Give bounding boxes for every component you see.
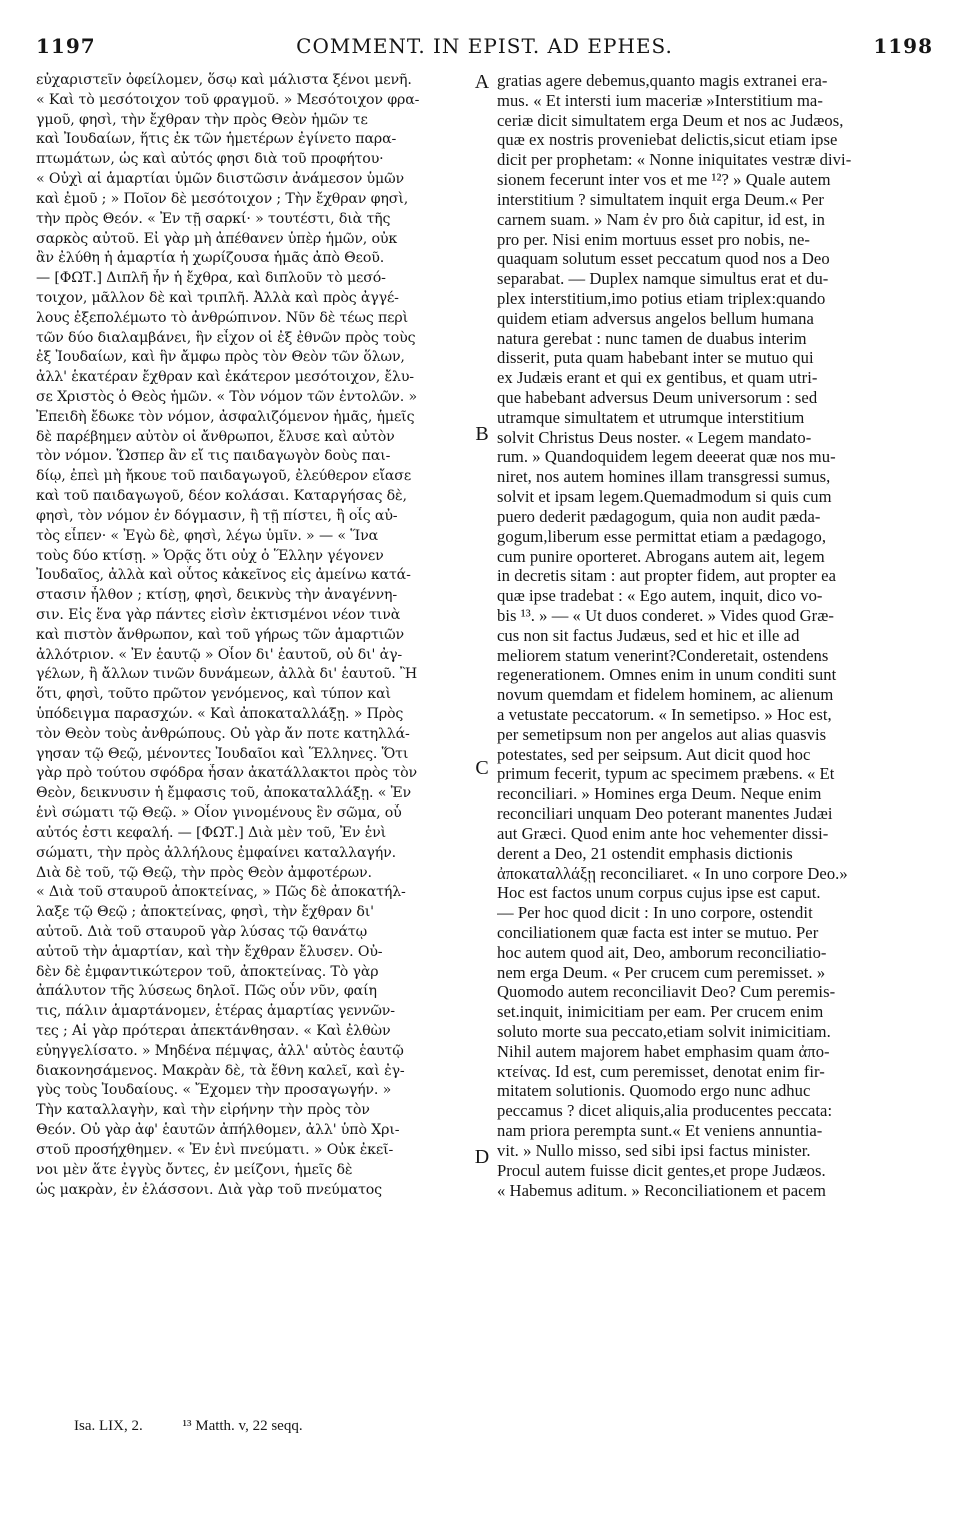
- latin-text-line: Hoc est factos unum corpus cujus ipse est caput.: [497, 883, 821, 903]
- section-marker-c: C: [475, 757, 489, 779]
- latin-text-line: natura gerebat : nunc tamen de duabus interim: [497, 328, 807, 348]
- latin-text-line: aut Græci. Quod enim ante hoc vehementer dissi-: [497, 823, 829, 843]
- greek-text-line: σε Χριστὸς ὁ Θεὸς ἡμῶν. « Τὸν νόμον τῶν ἐντολῶν. »: [36, 389, 418, 405]
- greek-text-line: γμοῦ, φησὶ, τὴν ἔχθραν τὴν πρὸς Θεὸν ἡμῶν τε: [36, 111, 368, 128]
- latin-text-line: niret, nos autem homines illam transgressi sumus,: [497, 467, 831, 487]
- greek-text-line: « Καὶ τὸ μεσότοιχον τοῦ φραγμοῦ. » Μεσότοιχον φρα-: [36, 91, 420, 108]
- greek-text-line: Θεόν. Οὐ γὰρ ἀφ' ἑαυτῶν ἀπήλθομεν, ἀλλ' ὑπὸ Χρι-: [36, 1122, 400, 1139]
- latin-text-line: set.inquit, inimicitiam per eam. Per crucem enim: [497, 1002, 824, 1022]
- section-marker-d: D: [474, 1146, 490, 1168]
- greek-text-line: αὐτός ἐστι κεφαλή. — [ΦΩΤ.] Διὰ μὲν τοῦ, Ἐν ἑνὶ: [36, 824, 387, 841]
- latin-text-column: [497, 71, 934, 1200]
- latin-text-line: que habebant adversus Deum universorum : sed: [497, 388, 818, 407]
- latin-text-line: per semetipsum non per angelos aut alias quasvis: [497, 724, 827, 744]
- latin-text-line: interstitium ? simultatem inquit erga Deum.« Per: [497, 189, 824, 209]
- latin-text-line: vit. » Nullo misso, sed sibi ipsi factus minister.: [497, 1140, 811, 1160]
- latin-text-line: gogum,liberum esse permittat etiam a pædagogo,: [497, 526, 827, 546]
- greek-text-line: δίῳ, ἐπεὶ μὴ ἤκουε τοῦ παιδαγωγοῦ, ἐλεύθερον εἴασε: [36, 468, 412, 485]
- latin-text-line: conciliationem quæ facta est inter se mutuo. Per: [497, 922, 819, 942]
- section-marker-a: A: [474, 71, 490, 93]
- greek-text-line: λους ἐξεπολέμωτο τὸ ἀνθρώπινον. Νῦν δὲ τέως περὶ: [36, 309, 408, 326]
- greek-text-line: ἂν ἐλύθη ἡ ἁμαρτία ἡ χωρίζουσα ἡμᾶς ἀπὸ Θεοῦ.: [36, 250, 385, 267]
- greek-text-line: Ἐπειδὴ ἔδωκε τὸν νόμον, ἀσφαλιζόμενον ἡμᾶς, ἡμεῖς: [36, 408, 415, 425]
- latin-text-line: cum punire oporteret. Abrogans autem ait, legem: [497, 546, 825, 566]
- latin-text-line: Nihil autem majorem habet emphasim quam ἀπο-: [497, 1041, 830, 1061]
- latin-text-line: mus. « Et intersti ium maceriæ »Interstitium ma-: [497, 90, 823, 110]
- latin-text-line: « Habemus aditum. » Reconciliationem et pacem: [497, 1180, 826, 1200]
- greek-text-line: « Οὐχὶ αἱ ἁμαρτίαι ὑμῶν διιστῶσιν ἀνάμεσον ὑμῶν: [36, 171, 404, 188]
- greek-text-line: ἑνὶ σώματι τῷ Θεῷ. » Οἷον γινομένους ἓν σῶμα, οὗ: [36, 805, 402, 822]
- latin-text-line: solvit Christus Deus noster. « Legem mandato-: [497, 427, 812, 447]
- latin-text-line: in decretis sitam : aut propter fidem, aut propter ea: [497, 566, 837, 586]
- latin-text-line: cus non sit factus Judæus, sed et hic et ille ad: [497, 625, 800, 645]
- latin-text-line: plex interstitium,imo potius etiam triplex:quando: [497, 288, 826, 308]
- greek-text-line: ἀλλ' ἑκατέραν ἔχθραν καὶ ἑκάτερον μεσότοιχον, ἔλυ-: [36, 369, 414, 386]
- latin-text-line: Quomodo autem reconciliavit Deo? Cum peremis-: [497, 982, 836, 1002]
- latin-text-line: Procul autem fuisse dicit gentes,et prope Judæos.: [497, 1160, 826, 1180]
- latin-text-line: utramque simultatem et utrumque interstitium: [497, 407, 805, 427]
- page-number-left: 1197: [36, 34, 96, 58]
- greek-text-line: τοὺς δύο κτίσῃ. » Ὁρᾷς ὅτι οὐχ ὁ Ἕλλην γέγονεν: [36, 547, 384, 564]
- greek-text-line: σώματι, τὴν πρὸς ἀλλήλους ἐμφαίνει καταλλαγήν.: [36, 844, 396, 861]
- greek-text-line: τὸς εἶπεν· « Ἐγὼ δὲ, φησὶ, λέγω ὑμῖν. » — « Ἵνα: [36, 527, 378, 544]
- greek-text-line: τῶν δύο διαλαμβάνει, ἣν εἶχον οἱ ἐξ ἐθνῶν πρὸς τοὺς: [36, 329, 416, 346]
- greek-text-line: καὶ πιστὸν ἄνθρωπον, καὶ τοῦ γήρως τῶν ἁμαρτιῶν: [36, 626, 405, 643]
- greek-text-line: καὶ ἐμοῦ ; » Ποῖον δὲ μεσότοιχον ; Τὴν ἔχθραν φησὶ,: [36, 190, 409, 207]
- greek-text-line: ἀλλότριον. « Ἐν ἑαυτῷ » Οἷον δι' ἑαυτοῦ, οὐ δι' ἀγ-: [36, 646, 403, 663]
- greek-text-line: Διὰ δὲ τοῦ, τῷ Θεῷ, τὴν πρὸς Θεὸν ἀμφοτέρων.: [36, 864, 372, 881]
- footnote-matthew: ¹³ Matth. v, 22 seqq.: [182, 1418, 303, 1434]
- latin-text-line: regenerationem. Omnes enim in unum conditi sunt: [497, 665, 837, 685]
- latin-text-line: quæ ipse tradebat : « Ego autem, inquit, dico vo-: [497, 586, 823, 606]
- latin-text-line: nem erga Deum. « Per crucem cum peremisset. »: [497, 962, 826, 982]
- latin-text-line: primum fecerit, typum ac specimem præbens. « Et: [497, 764, 835, 784]
- latin-text-line: ceriæ dicit simultatem erga Deum et nos ac Judæos,: [497, 110, 844, 130]
- greek-text-line: ὅτι, φησὶ, τοῦτο πρῶτον γενόμενος, καὶ τύπον καὶ: [36, 686, 391, 703]
- greek-text-column: [36, 71, 486, 1200]
- greek-text-line: φησὶ, τὸν νόμον ἐν δόγμασιν, ἢ τῇ πίστει, ἢ οἷς αὐ-: [36, 507, 398, 524]
- greek-text-line: αὐτοῦ τὴν ἁμαρτίαν, καὶ τὴν ἔχθραν ἔλυσεν. Οὐ-: [36, 943, 383, 960]
- greek-text-line: τις, πάλιν ἁμαρτάνομεν, ἑτέρας ἁμαρτίας γεννῶν-: [36, 1003, 395, 1020]
- latin-text-line: ex Judæis erant et qui ex gentibus, et quam utri-: [497, 368, 818, 388]
- greek-text-line: τὸν νόμον. Ὥσπερ ἂν εἴ τις παιδαγωγὸν δοὺς παι-: [36, 448, 391, 465]
- greek-text-line: — [ΦΩΤ.] Διπλῆ ἦν ἡ ἔχθρα, καὶ διπλοῦν τὸ μεσό-: [36, 270, 386, 287]
- latin-text-line: a vetustate peccatorum. « In semetipso. » Hoc est,: [497, 705, 832, 724]
- footnotes: [74, 1418, 339, 1435]
- latin-text-line: puero dederit pædagogum, quia non audit pæda-: [497, 506, 821, 526]
- page-number-right: 1198: [873, 34, 933, 58]
- latin-text-line: dicit per prophetam: « Nonne iniquitates vestræ divi-: [497, 150, 852, 170]
- latin-text-line: derent a Deo, 21 ostendit emphasis dictionis: [497, 843, 793, 863]
- latin-text-line: quæ ex nostris proveniebat delictis,sicut etiam ipse: [497, 130, 838, 150]
- latin-text-line: reconciliari. » Homines erga Deum. Neque enim: [497, 784, 822, 804]
- greek-text-line: Τὴν καταλλαγὴν, καὶ τὴν εἰρήνην τὴν πρὸς τὸν: [36, 1102, 370, 1119]
- greek-text-line: αὐτοῦ. Διὰ τοῦ σταυροῦ γὰρ λύσας τῷ θανάτῳ: [36, 923, 368, 940]
- greek-text-line: ὑπόδειγμα παρασχών. « Καὶ ἀποκαταλλάξῃ. » Πρὸς: [36, 706, 404, 722]
- running-header: [36, 34, 933, 64]
- latin-text-line: potestates, sed per seipsum. Aut dicit quod hoc: [497, 744, 811, 764]
- latin-text-line: quaquam solutum esset peccatum quod nos a Deo: [497, 249, 830, 269]
- greek-text-line: « Διὰ τοῦ σταυροῦ ἀποκτείνας, » Πῶς δὲ ἀποκατήλ-: [36, 884, 406, 901]
- greek-text-line: Θεὸν, δεικνυσιν ἡ ἔμφασις τοῦ, ἀποκαταλλάξῃ. « Ἐν: [36, 785, 412, 802]
- latin-text-line: carnem suam. » Nam ἐν pro διὰ capitur, id est, in: [497, 209, 826, 229]
- latin-text-line: peccamus ? dicet aliquis,alia producentes peccata:: [497, 1101, 833, 1121]
- latin-text-line: nam priora perempta sunt.« Et veniens annuntia-: [497, 1121, 823, 1141]
- greek-text-line: εὐηγγελίσατο. » Μηδένα πέμψας, ἀλλ' αὐτὸς ἑαυτῷ: [36, 1042, 404, 1059]
- footnote-isaiah: Isa. LIX, 2.: [74, 1418, 143, 1434]
- latin-text-line: novum quemdam et fidelem hominem, ac alienum: [497, 685, 834, 705]
- greek-text-line: σιν. Εἰς ἕνα γὰρ πάντες εἰσὶν ἐκτισμένοι νέον τινὰ: [36, 606, 401, 623]
- latin-text-line: pro per. Nisi enim mortuus esset pro nobis, ne-: [497, 229, 810, 249]
- greek-text-line: λαξε τῷ Θεῷ ; ἀποκτείνας, φησὶ, τὴν ἔχθραν δι': [36, 904, 374, 921]
- greek-text-line: στασιν ἦλθον ; κτίσῃ, φησὶ, δεικνὺς τὴν ἀναγέννη-: [36, 587, 397, 604]
- greek-text-line: τες ; Αἱ γὰρ πρότεραι ἀπεκτάνθησαν. « Καὶ ἐλθὼν: [36, 1023, 391, 1039]
- greek-text-line: σαρκὸς αὐτοῦ. Εἰ γὰρ μὴ ἀπέθανεν ὑπὲρ ἡμῶν, οὐκ: [36, 230, 398, 247]
- latin-text-line: gratias agere debemus,quanto magis extranei era-: [497, 71, 828, 90]
- latin-text-line: reconciliari unquam Deo poterant manentes Judæi: [497, 804, 833, 824]
- greek-text-line: καὶ τοῦ παιδαγωγοῦ, δέον κολάσαι. Καταργήσας δὲ,: [36, 488, 407, 505]
- latin-text-line: — Per hoc quod dicit : In uno corpore, ostendit: [497, 903, 813, 923]
- greek-text-line: ὡς μακρὰν, ἐν ἐλάσσονι. Διὰ γὰρ τοῦ πνεύματος: [36, 1181, 382, 1198]
- greek-text-line: νοι μὲν ἅτε ἐγγὺς ὄντες, ἐν μείζονι, ἡμεῖς δὲ: [36, 1161, 353, 1178]
- latin-text-line: separabat. — Duplex namque simultus erat et du-: [497, 269, 829, 289]
- greek-text-line: τοιχον, μᾶλλον δὲ καὶ τριπλῆ. Ἀλλὰ καὶ πρὸς ἀγγέ-: [36, 289, 399, 306]
- greek-text-line: ἐξ Ἰουδαίων, καὶ ἣν ἄμφω πρὸς τὸν Θεὸν τῶν ὅλων,: [36, 349, 405, 366]
- latin-text-line: solvit et ipsam legem.Quemadmodum si quis cum: [497, 487, 832, 507]
- greek-text-line: πτωμάτων, ὡς καὶ αὐτός φησι διὰ τοῦ προφήτου·: [36, 151, 384, 168]
- greek-text-line: εὐχαριστεῖν ὀφείλομεν, ὅσῳ καὶ μάλιστα ξένοι μενῆ.: [36, 72, 412, 88]
- latin-text-line: κτείνας. Id est, cum peremisset, denotat enim fir-: [497, 1061, 825, 1081]
- greek-text-line: καὶ Ἰουδαίων, ἥτις ἐκ τῶν ἡμετέρων ἐγίνετο παρα-: [36, 131, 397, 148]
- greek-text-line: δὲν δὲ ἐμφαντικώτερον τοῦ, ἀποκτείνας. Τὸ γὰρ: [36, 963, 379, 980]
- latin-text-line: mitatem solutionis. Quomodo ergo nunc adhuc: [497, 1081, 811, 1101]
- greek-text-line: ἀπάλυτον τῆς λύσεως δηλοῖ. Πῶς οὖν νῦν, φαίη: [36, 983, 377, 1000]
- latin-text-line: disserit, puta quam habebant inter se mutuo qui: [497, 348, 814, 368]
- greek-text-line: γησαν τῷ Θεῷ, μένοντες Ἰουδαῖοι καὶ Ἕλληνες. Ὅτι: [36, 745, 409, 762]
- greek-text-line: στοῦ προσήχθημεν. « Ἐν ἑνὶ πνεύματι. » Οὐκ ἐκεῖ-: [36, 1141, 394, 1158]
- latin-text-line: ἀποκαταλλάξῃ reconciliaret. « In uno corpore Deo.»: [497, 863, 848, 883]
- latin-text-line: sionem fecerunt inter vos et me ¹²? » Quale autem: [497, 170, 831, 190]
- latin-text-line: hoc autem quod ait, Deo, amborum reconciliatio-: [497, 942, 827, 962]
- latin-text-line: meliorem statum venerint?Conderetait, ostendens: [497, 645, 829, 665]
- greek-text-line: διακονησάμενος. Μακρὰν δὲ, τὰ ἔθνη καλεῖ, καὶ ἐγ-: [36, 1062, 405, 1079]
- greek-text-line: τὴν πρὸς Θεόν. « Ἐν τῇ σαρκί· » τουτέστι, διὰ τῆς: [36, 210, 391, 227]
- greek-text-line: δὲ παρέβημεν αὐτὸν οἱ ἄνθρωποι, ἔλυσε καὶ αὐτὸν: [36, 428, 395, 445]
- latin-text-line: quidem etiam adversus angelos bellum humana: [497, 308, 814, 328]
- section-marker-b: B: [475, 423, 489, 445]
- running-title: COMMENT. IN EPIST. AD EPHES.: [296, 34, 673, 58]
- greek-text-line: Ἰουδαῖος, ἀλλὰ καὶ οὗτος κἀκεῖνος εἰς ἀμείνω κατά-: [36, 567, 411, 584]
- latin-text-line: bis ¹³. » — « Ut duos conderet. » Vides quod Græ-: [497, 605, 834, 625]
- latin-text-line: rum. » Quandoquidem legem deeerat quæ nos mu-: [497, 447, 836, 467]
- greek-text-line: τὸν Θεὸν τοὺς ἀνθρώπους. Οὐ γὰρ ἄν ποτε κατηλλά-: [36, 725, 410, 742]
- greek-text-line: γέλων, ἢ ἄλλων τινῶν δυνάμεων, ἀλλὰ δι' ἑαυτοῦ. Ἢ: [36, 666, 418, 683]
- greek-text-line: γὺς τοὺς Ἰουδαίους. « Ἔχομεν τὴν προσαγωγήν. »: [36, 1082, 392, 1099]
- latin-text-line: soluto morte sua peccato,etiam solvit inimicitiam.: [497, 1022, 831, 1041]
- greek-text-line: γὰρ πρὸ τούτου σφόδρα ἦσαν ἀκατάλλακτοι πρὸς τὸν: [36, 765, 418, 782]
